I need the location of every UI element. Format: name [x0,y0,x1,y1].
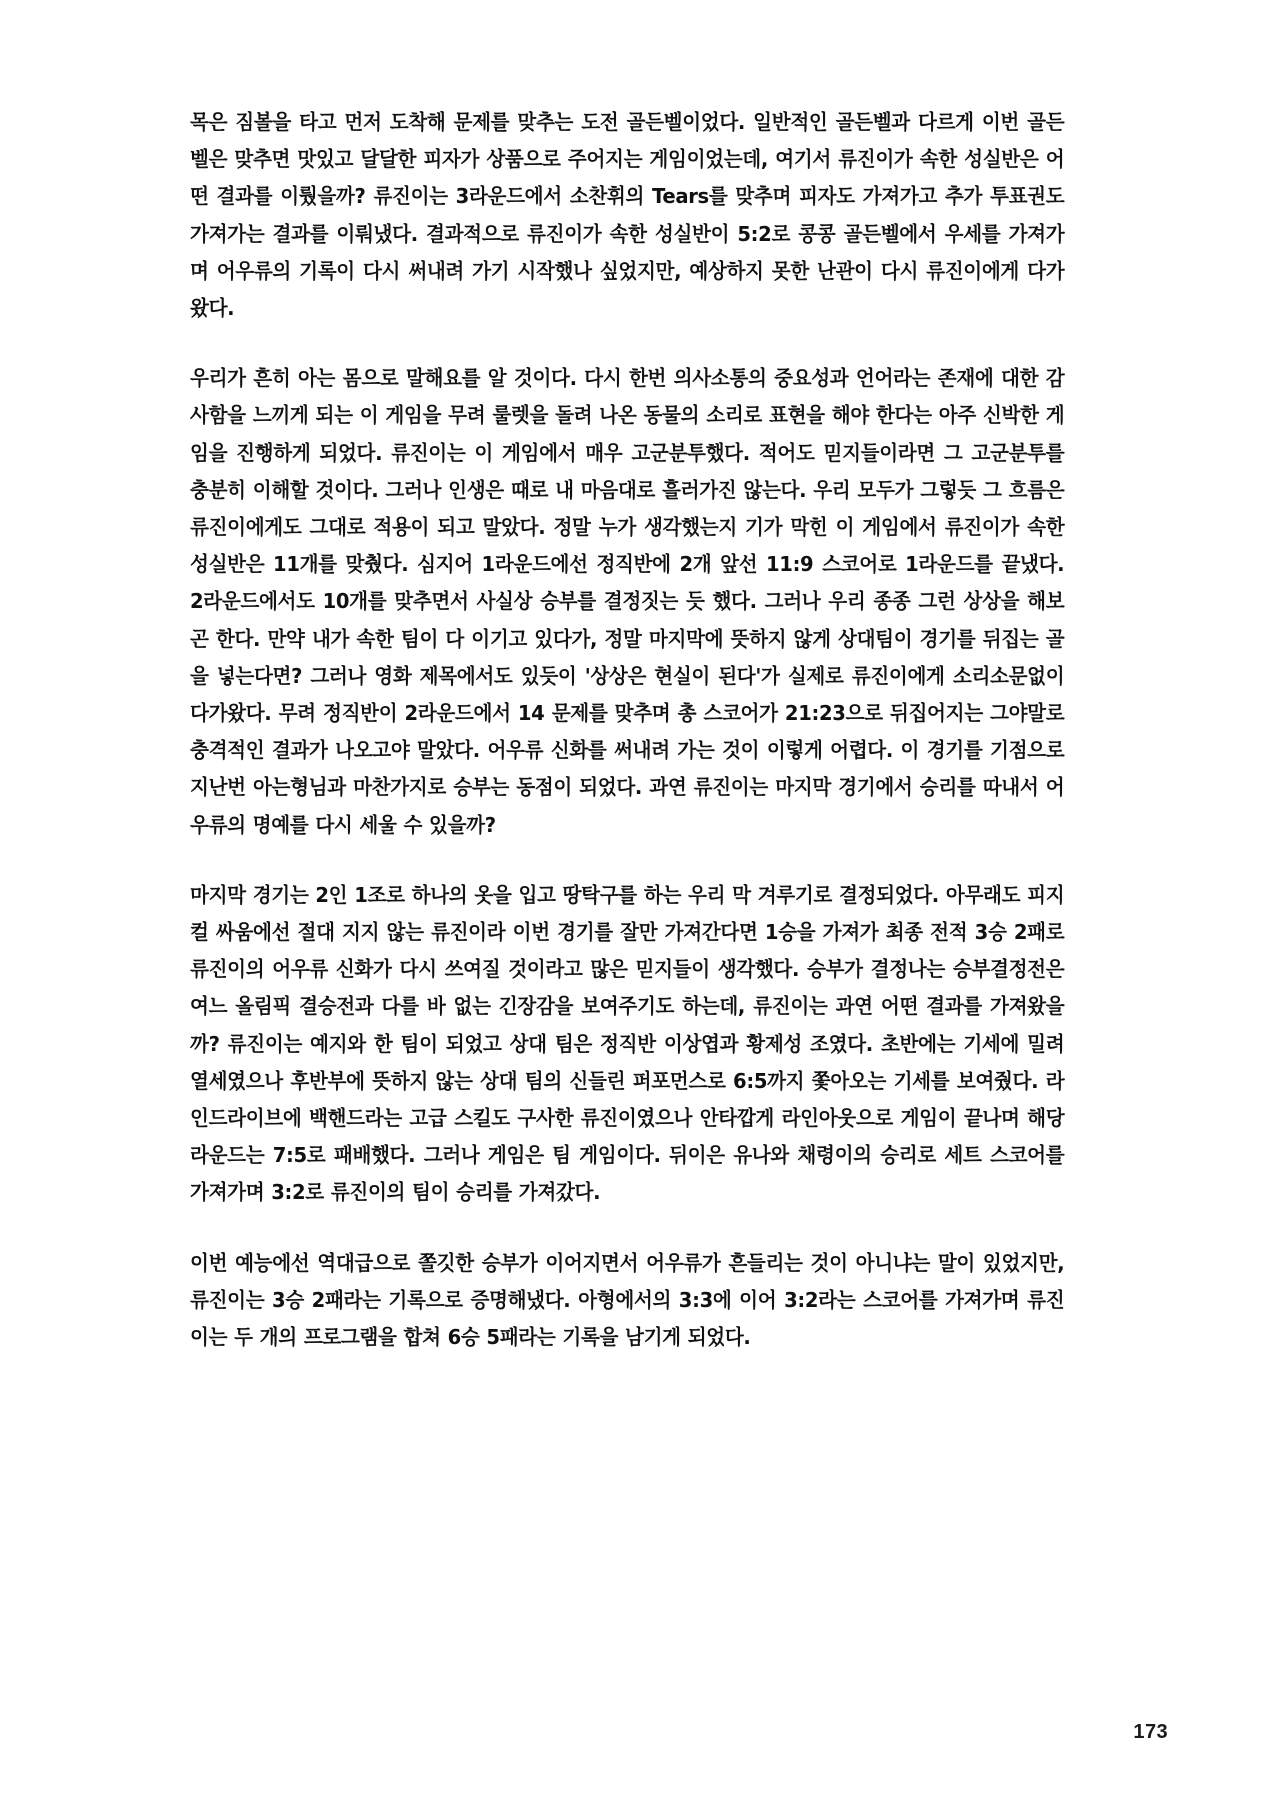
body-text-column [190,104,1096,1356]
paragraph-4: 이번 예능에선 역대급으로 쫄깃한 승부가 이어지면서 어우류가 흔들리는 것이 아니냐는 말이 있었지만, 류진이는 3승 2패라는 기록으로 증명해냈다. 아형에서의 3:3에 이어 3:2라는 스코어를 가져가며 류진이는 두 개의 프로그램을 합쳐 6승 5패라는 기록을 남기게 되었다. [190,1250,1065,1350]
paragraph-2: 우리가 흔히 아는 몸으로 말해요를 알 것이다. 다시 한번 의사소통의 중요성과 언어라는 존재에 대한 감사함을 느끼게 되는 이 게임을 무려 룰렛을 돌려 나온 동물의 소리로 표현을 해야 한다는 아주 신박한 게임을 진행하게 되었다. 류진이는 이 게임에서 매우 고군분투했다. 적어도 믿지들이라면 그 고군분투를 충분히 이해할 것이다. 그러나 인생은 때로 내 마음대로 흘러가진 않는다. 우리 모두가 그렇듯 그 흐름은 류진이에게도 그대로 적용이 되고 말았다. 정말 누가 생각했는지 기가 막힌 이 게임에서 류진이가 속한 성실반은 11개를 맞췄다. 심지어 1라운드에선 정직반에 2개 앞선 11:9 스코어로 1라운드를 끝냈다. 2라운드에서도 10개를 맞추면서 사실상 승부를 결정짓는 듯 했다. 그러나 우리 종종 그런 상상을 해보곤 한다. 만약 내가 속한 팀이 다 이기고 있다가, 정말 마지막에 뜻하지 않게 상대팀이 경기를 뒤집는 골을 넣는다면? 그러나 영화 제목에서도 있듯이 '상상은 현실이 된다'가 실제로 류진이에게 소리소문없이 다가왔다. 무려 정직반이 2라운드에서 14 문제를 맞추며 총 스코어가 21:23으로 뒤집어지는 그야말로 충격적인 결과가 나오고야 말았다. 어우류 신화를 써내려 가는 것이 이렇게 어렵다. 이 경기를 기점으로 지난번 아는형님과 마찬가지로 승부는 동점이 되었다. 과연 류진이는 마지막 경기에서 승리를 따내서 어우류의 명예를 다시 세울 수 있을까? [190,366,1065,837]
paragraph-1: 목은 짐볼을 타고 먼저 도착해 문제를 맞추는 도전 골든벨이었다. 일반적인 골든벨과 다르게 이번 골든벨은 맞추면 맛있고 달달한 피자가 상품으로 주어지는 게임이었는데, 여기서 류진이가 속한 성실반은 어떤 결과를 이뤘을까? 류진이는 3라운드에서 소찬휘의 Tears를 맞추며 피자도 가져가고 추가 투표권도 가져가는 결과를 이뤄냈다. 결과적으로 류진이가 속한 성실반이 5:2로 콩콩 골든벨에서 우세를 가져가며 어우류의 기록이 다시 써내려 가기 시작했나 싶었지만, 예상하지 못한 난관이 다시 류진이에게 다가왔다. [190,110,1065,321]
paragraph-3: 마지막 경기는 2인 1조로 하나의 옷을 입고 땅탁구를 하는 우리 막 겨루기로 결정되었다. 아무래도 피지컬 싸움에선 절대 지지 않는 류진이라 이번 경기를 잘만 가져간다면 1승을 가져가 최종 전적 3승 2패로 류진이의 어우류 신화가 다시 쓰여질 것이라고 많은 믿지들이 생각했다. 승부가 결정나는 승부결정전은 여느 올림픽 결승전과 다를 바 없는 긴장감을 보여주기도 하는데, 류진이는 과연 어떤 결과를 가져왔을까? 류진이는 예지와 한 팀이 되었고 상대 팀은 정직반 이상엽과 황제성 조였다. 초반에는 기세에 밀려 열세였으나 후반부에 뜻하지 않는 상대 팀의 신들린 퍼포먼스로 6:5까지 쫓아오는 기세를 보여줬다. 라인드라이브에 백핸드라는 고급 스킬도 구사한 류진이였으나 안타깝게 라인아웃으로 게임이 끝나며 해당 라운드는 7:5로 패배했다. 그러나 게임은 팀 게임이다. 뒤이은 유나와 채령이의 승리로 세트 스코어를 가져가며 3:2로 류진이의 팀이 승리를 가져갔다. [190,882,1065,1205]
page-number: 173 [1133,1721,1168,1743]
